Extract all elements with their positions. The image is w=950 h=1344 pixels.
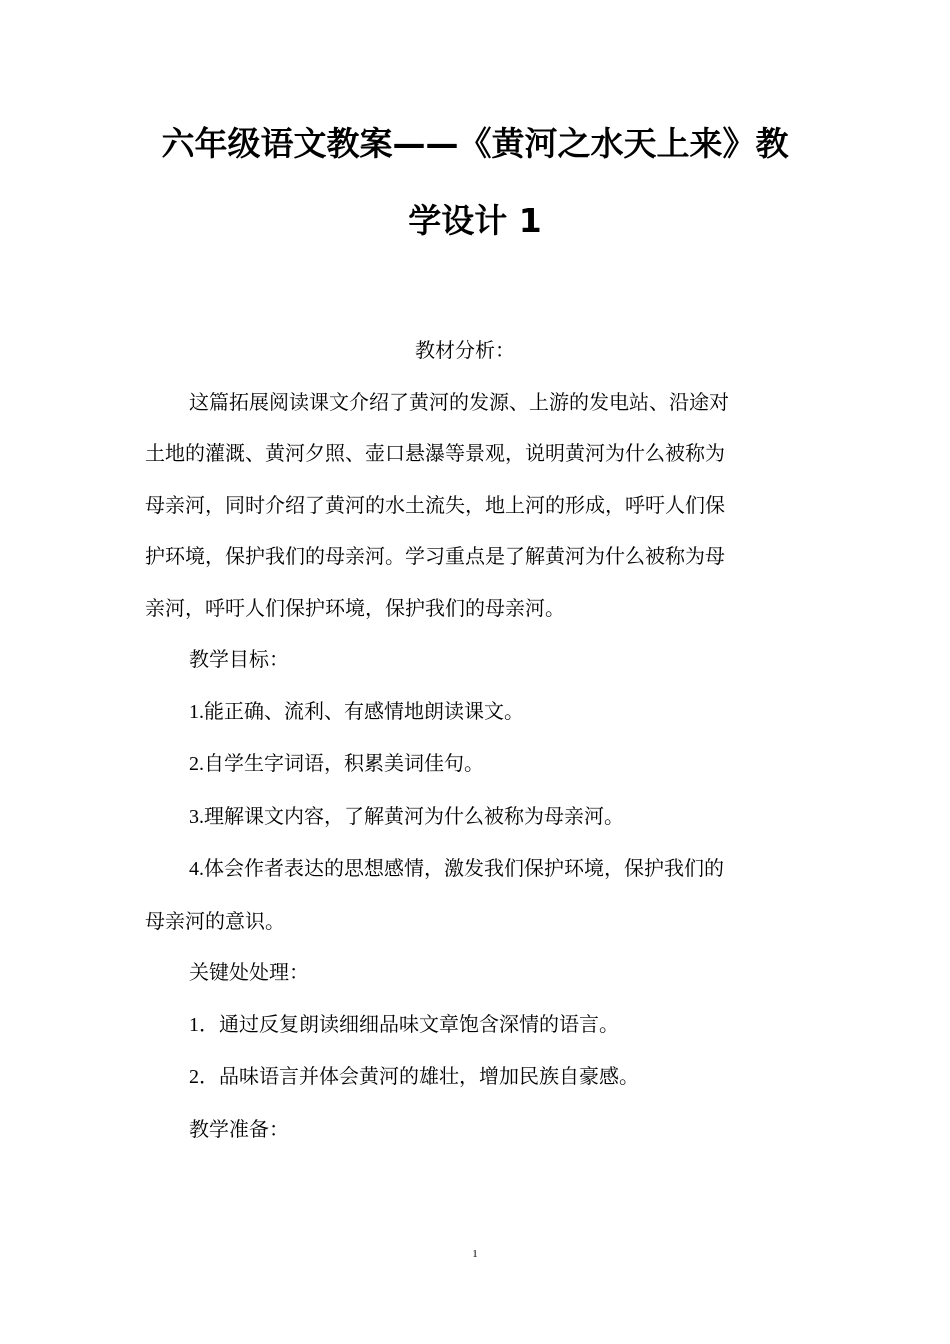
document-title-line-2: 学设计 1 <box>408 201 542 240</box>
section-heading-key-points: 关键处处理： <box>189 960 309 984</box>
key-point-number: 2 <box>189 1066 199 1088</box>
key-point-number: 1 <box>189 1013 199 1036</box>
goal-item <box>145 791 795 844</box>
goal-text: 能正确、流利、有感情地朗读课文。 <box>204 698 524 723</box>
goal-item <box>145 686 795 739</box>
analysis-paragraph-line: 亲河，呼吁人们保护环境，保护我们的母亲河。 <box>145 595 565 620</box>
goal-text: 自学生字词语，积累美词佳句。 <box>204 751 484 775</box>
goal-text: 体会作者表达的思想感情，激发我们保护环境，保护我们的 <box>204 856 724 880</box>
goal-continuation: 母亲河的意识。 <box>145 908 285 933</box>
key-point-item <box>145 1051 795 1104</box>
analysis-paragraph-line: 护环境，保护我们的母亲河。学习重点是了解黄河为什么被称为母 <box>145 544 725 568</box>
analysis-paragraph-line: 母亲河，同时介绍了黄河的水土流失，地上河的形成，呼吁人们保 <box>145 492 725 517</box>
document-body <box>145 325 795 1155</box>
key-point-text: ．品味语言并体会黄河的雄壮，增加民族自豪感。 <box>199 1064 639 1088</box>
goal-item <box>145 738 795 791</box>
key-point-text: ．通过反复朗读细细品味文章饱含深情的语言。 <box>199 1011 619 1036</box>
goal-number: 3. <box>189 805 204 828</box>
page-number: 1 <box>472 1248 478 1260</box>
goal-item <box>145 843 795 896</box>
analysis-paragraph-line: 土地的灌溉、黄河夕照、壶口悬瀑等景观，说明黄河为什么被称为 <box>145 441 725 465</box>
analysis-paragraph-line: 这篇拓展阅读课文介绍了黄河的发源、上游的发电站、沿途对 <box>189 389 729 414</box>
section-heading-analysis: 教材分析： <box>415 338 515 362</box>
goal-number: 4. <box>189 858 204 880</box>
goal-number: 2. <box>189 753 204 775</box>
document-title-line-1: 六年级语文教案——《黄河之水天上来》教 <box>161 124 789 163</box>
section-heading-preparation: 教学准备： <box>189 1116 289 1141</box>
goal-text: 理解课文内容，了解黄河为什么被称为母亲河。 <box>204 803 624 828</box>
goal-number: 1. <box>189 700 204 723</box>
key-point-item <box>145 999 795 1052</box>
section-heading-goals: 教学目标： <box>189 647 289 671</box>
